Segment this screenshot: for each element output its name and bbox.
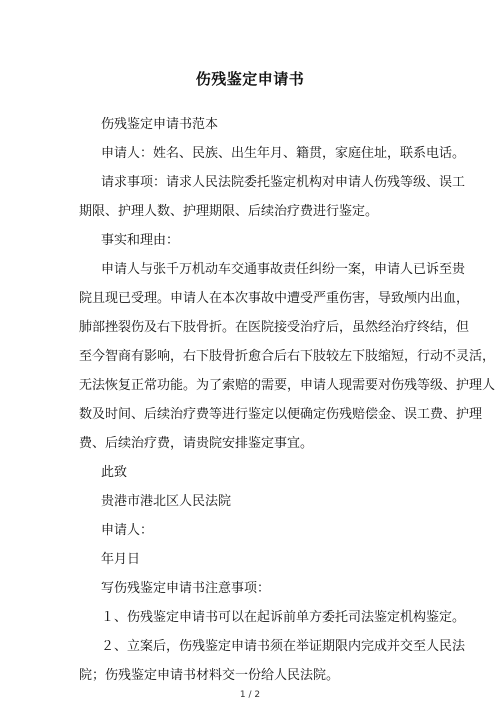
text-line: 贵港市港北区人民法院 <box>101 494 232 509</box>
text-line: 费、后续治疗费，请贵院安排鉴定事宜。 <box>79 436 314 451</box>
text-line: 申请人：姓名、民族、出生年月、籍贯，家庭住址，联系电话。 <box>101 146 466 161</box>
text-line: 此致 <box>101 465 128 480</box>
text-line: 院且现已受理。申请人在本次事故中遭受严重伤害，导致颅内出血， <box>79 291 470 306</box>
text-line: 至今智商有影响，右下肢骨折愈合后右下肢较左下肢缩短，行动不灵活， <box>79 349 496 364</box>
text-line: ２、立案后，伤残鉴定申请书须在举证期限内完成并交至人民法 <box>101 639 466 654</box>
text-line: 事实和理由： <box>101 233 180 248</box>
document-title: 伤残鉴定申请书 <box>195 70 305 88</box>
text-line: 年月日 <box>101 552 141 567</box>
text-line: 申请人： <box>101 523 154 538</box>
page-number: 1 / 2 <box>239 690 261 700</box>
text-line: 伤残鉴定申请书范本 <box>101 117 219 132</box>
text-line: 请求事项：请求人民法院委托鉴定机构对申请人伤残等级、误工 <box>101 175 466 190</box>
text-line: 写伤残鉴定申请书注意事项： <box>101 581 271 596</box>
text-line: 期限、护理人数、护理期限、后续治疗费进行鉴定。 <box>79 204 379 219</box>
text-line: 数及时间、后续治疗费等进行鉴定以便确定伤残赔偿金、误工费、护理 <box>79 407 483 422</box>
text-line: 院；伤残鉴定申请书材料交一份给人民法院。 <box>79 668 340 683</box>
text-line: 无法恢复正常功能。为了索赔的需要，申请人现需要对伤残等级、护理人 <box>79 378 496 393</box>
text-line: 申请人与张千万机动车交通事故责任纠纷一案，申请人已诉至贵 <box>101 262 466 277</box>
text-line: 肺部挫裂伤及右下肢骨折。在医院接受治疗后，虽然经治疗终结，但 <box>79 320 470 335</box>
text-line: １、伤残鉴定申请书可以在起诉前单方委托司法鉴定机构鉴定。 <box>101 610 466 625</box>
